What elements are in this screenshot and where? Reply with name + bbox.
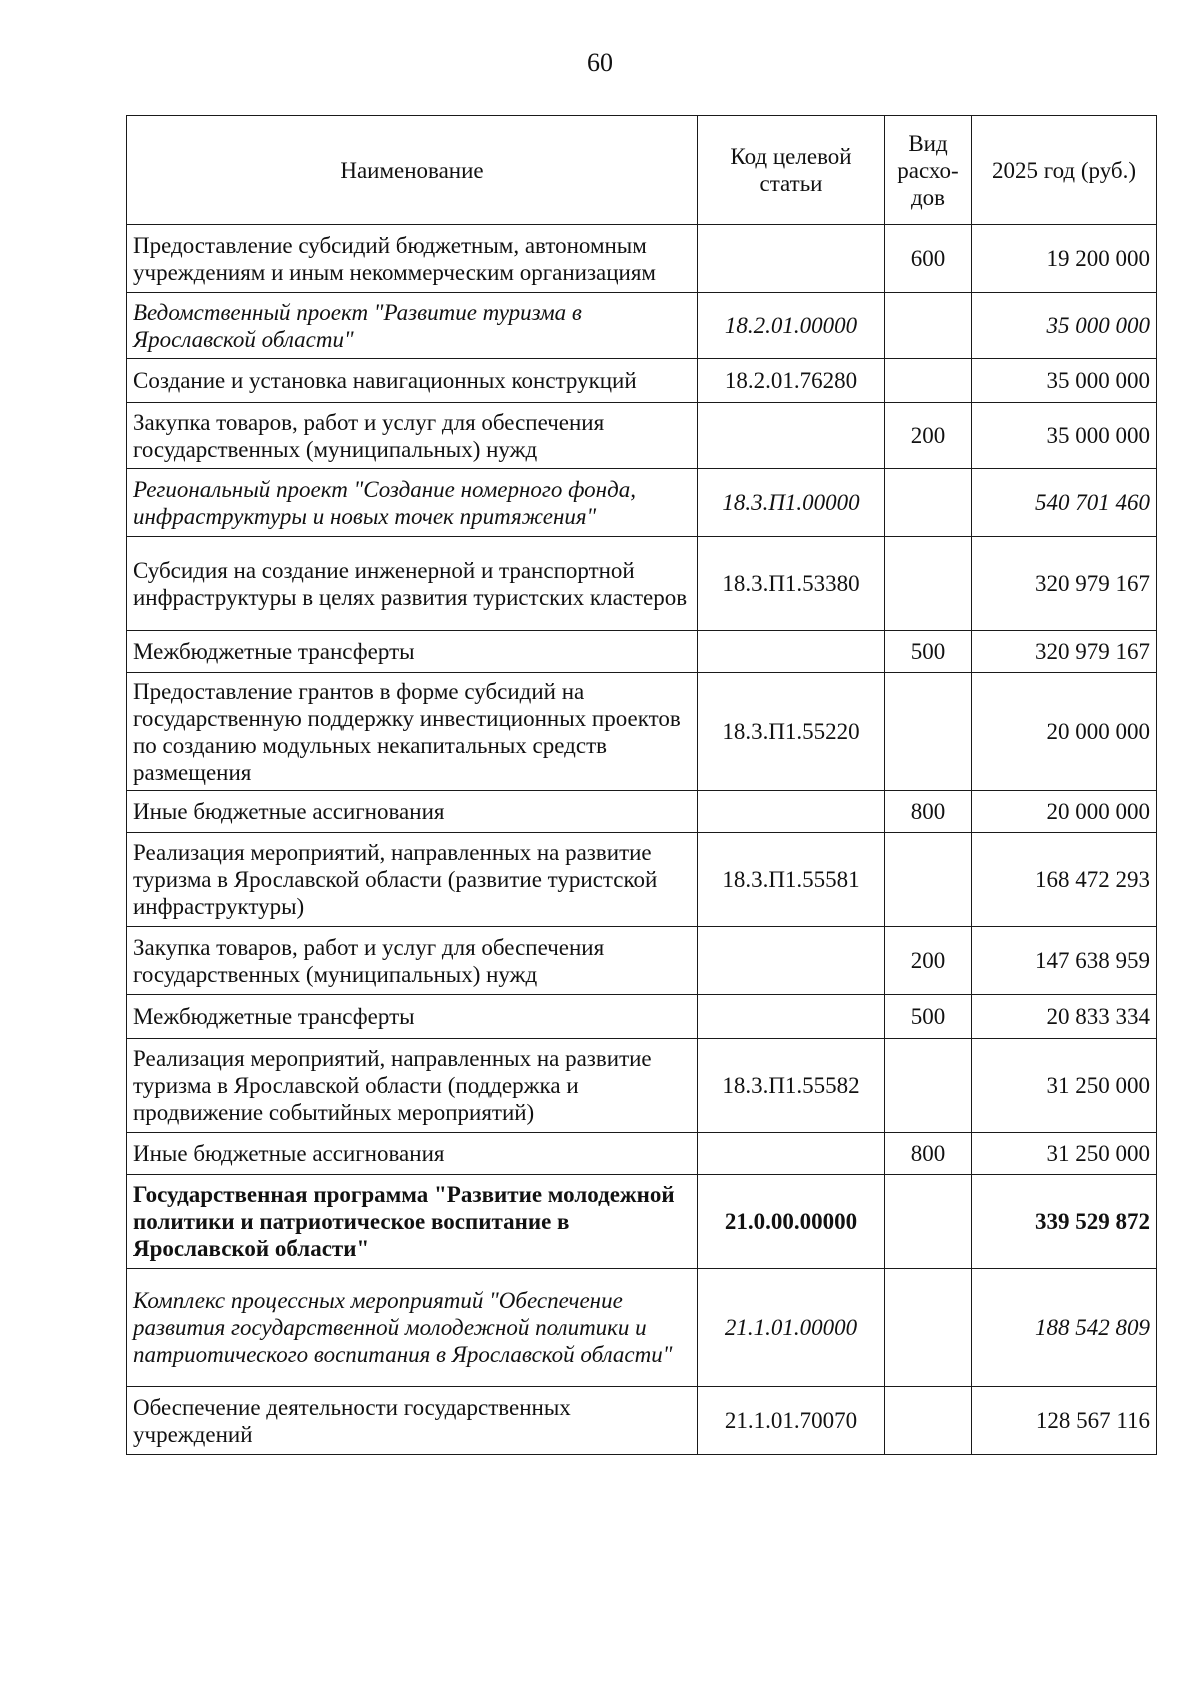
row-code-cell bbox=[698, 995, 885, 1039]
row-name-cell: Иные бюджетные ассигнования bbox=[127, 1133, 698, 1175]
row-code-cell: 18.3.П1.55581 bbox=[698, 833, 885, 927]
row-kind-cell bbox=[885, 359, 972, 403]
row-code-cell: 18.3.П1.55220 bbox=[698, 673, 885, 791]
row-kind-cell: 200 bbox=[885, 403, 972, 469]
row-name-cell: Ведомственный проект "Развитие туризма в Ярославской области" bbox=[127, 293, 698, 359]
row-code-cell bbox=[698, 403, 885, 469]
row-kind-cell bbox=[885, 537, 972, 631]
row-code-cell: 21.1.01.00000 bbox=[698, 1269, 885, 1387]
row-name-cell: Закупка товаров, работ и услуг для обеспечения государственных (муниципальных) нужд bbox=[127, 403, 698, 469]
row-name-cell: Создание и установка навигационных конструкций bbox=[127, 359, 698, 403]
table-row bbox=[127, 791, 1157, 833]
table-row bbox=[127, 1175, 1157, 1269]
row-code-cell: 18.3.П1.55582 bbox=[698, 1039, 885, 1133]
header-name: Наименование bbox=[127, 116, 698, 225]
row-name-cell: Иные бюджетные ассигнования bbox=[127, 791, 698, 833]
row-amount-cell: 35 000 000 bbox=[972, 359, 1157, 403]
row-code-cell: 21.1.01.70070 bbox=[698, 1387, 885, 1455]
table-row bbox=[127, 673, 1157, 791]
row-kind-cell bbox=[885, 1039, 972, 1133]
row-code-cell bbox=[698, 791, 885, 833]
row-name-cell: Предоставление субсидий бюджетным, автономным учреждениям и иным некоммерческим организациям bbox=[127, 225, 698, 293]
row-name-cell: Межбюджетные трансферты bbox=[127, 995, 698, 1039]
row-amount-cell: 147 638 959 bbox=[972, 927, 1157, 995]
table-row bbox=[127, 1133, 1157, 1175]
row-code-cell bbox=[698, 225, 885, 293]
table-row bbox=[127, 1269, 1157, 1387]
row-name-cell: Обеспечение деятельности государственных учреждений bbox=[127, 1387, 698, 1455]
row-code-cell: 18.2.01.76280 bbox=[698, 359, 885, 403]
row-kind-cell: 800 bbox=[885, 791, 972, 833]
table-row bbox=[127, 403, 1157, 469]
header-code: Код целевой статьи bbox=[698, 116, 885, 225]
row-kind-cell bbox=[885, 673, 972, 791]
header-kind: Вид расхо-дов bbox=[885, 116, 972, 225]
table-row bbox=[127, 1387, 1157, 1455]
row-amount-cell: 168 472 293 bbox=[972, 833, 1157, 927]
table-row bbox=[127, 469, 1157, 537]
row-amount-cell: 35 000 000 bbox=[972, 403, 1157, 469]
row-amount-cell: 320 979 167 bbox=[972, 537, 1157, 631]
table-row bbox=[127, 293, 1157, 359]
row-code-cell bbox=[698, 631, 885, 673]
table-row bbox=[127, 631, 1157, 673]
row-code-cell: 18.3.П1.00000 bbox=[698, 469, 885, 537]
row-name-cell: Государственная программа "Развитие молодежной политики и патриотическое воспитание в Ярославской области" bbox=[127, 1175, 698, 1269]
table-row bbox=[127, 537, 1157, 631]
table-row bbox=[127, 927, 1157, 995]
row-kind-cell bbox=[885, 293, 972, 359]
row-kind-cell: 600 bbox=[885, 225, 972, 293]
row-kind-cell: 500 bbox=[885, 631, 972, 673]
row-amount-cell: 35 000 000 bbox=[972, 293, 1157, 359]
row-amount-cell: 320 979 167 bbox=[972, 631, 1157, 673]
row-name-cell: Реализация мероприятий, направленных на развитие туризма в Ярославской области (поддержка и продвижение событийных мероприятий) bbox=[127, 1039, 698, 1133]
table-row bbox=[127, 1039, 1157, 1133]
row-kind-cell bbox=[885, 1269, 972, 1387]
table-row bbox=[127, 359, 1157, 403]
row-name-cell: Межбюджетные трансферты bbox=[127, 631, 698, 673]
row-name-cell: Региональный проект "Создание номерного фонда, инфраструктуры и новых точек притяжения" bbox=[127, 469, 698, 537]
row-code-cell bbox=[698, 1133, 885, 1175]
row-name-cell: Закупка товаров, работ и услуг для обеспечения государственных (муниципальных) нужд bbox=[127, 927, 698, 995]
row-amount-cell: 31 250 000 bbox=[972, 1039, 1157, 1133]
header-amount: 2025 год (руб.) bbox=[972, 116, 1157, 225]
budget-table bbox=[126, 115, 1157, 1455]
row-code-cell: 21.0.00.00000 bbox=[698, 1175, 885, 1269]
row-name-cell: Комплекс процессных мероприятий "Обеспечение развития государственной молодежной политики и патриотического воспитания в Ярославской области" bbox=[127, 1269, 698, 1387]
row-kind-cell: 800 bbox=[885, 1133, 972, 1175]
row-name-cell: Реализация мероприятий, направленных на развитие туризма в Ярославской области (развитие туристской инфраструктуры) bbox=[127, 833, 698, 927]
page-number: 60 bbox=[587, 48, 613, 77]
row-code-cell: 18.2.01.00000 bbox=[698, 293, 885, 359]
row-amount-cell: 20 833 334 bbox=[972, 995, 1157, 1039]
row-amount-cell: 128 567 116 bbox=[972, 1387, 1157, 1455]
row-amount-cell: 20 000 000 bbox=[972, 791, 1157, 833]
row-amount-cell: 188 542 809 bbox=[972, 1269, 1157, 1387]
row-amount-cell: 339 529 872 bbox=[972, 1175, 1157, 1269]
row-kind-cell: 200 bbox=[885, 927, 972, 995]
row-amount-cell: 540 701 460 bbox=[972, 469, 1157, 537]
row-kind-cell: 500 bbox=[885, 995, 972, 1039]
row-kind-cell bbox=[885, 1175, 972, 1269]
table-row bbox=[127, 995, 1157, 1039]
row-name-cell: Субсидия на создание инженерной и транспортной инфраструктуры в целях развития туристских кластеров bbox=[127, 537, 698, 631]
row-amount-cell: 31 250 000 bbox=[972, 1133, 1157, 1175]
row-name-cell: Предоставление грантов в форме субсидий на государственную поддержку инвестиционных проектов по созданию модульных некапитальных средств размещения bbox=[127, 673, 698, 791]
row-kind-cell bbox=[885, 469, 972, 537]
row-amount-cell: 19 200 000 bbox=[972, 225, 1157, 293]
row-code-cell: 18.3.П1.53380 bbox=[698, 537, 885, 631]
row-amount-cell: 20 000 000 bbox=[972, 673, 1157, 791]
row-kind-cell bbox=[885, 833, 972, 927]
row-code-cell bbox=[698, 927, 885, 995]
table-row bbox=[127, 833, 1157, 927]
table-row bbox=[127, 225, 1157, 293]
table-header-row bbox=[127, 116, 1157, 225]
row-kind-cell bbox=[885, 1387, 972, 1455]
